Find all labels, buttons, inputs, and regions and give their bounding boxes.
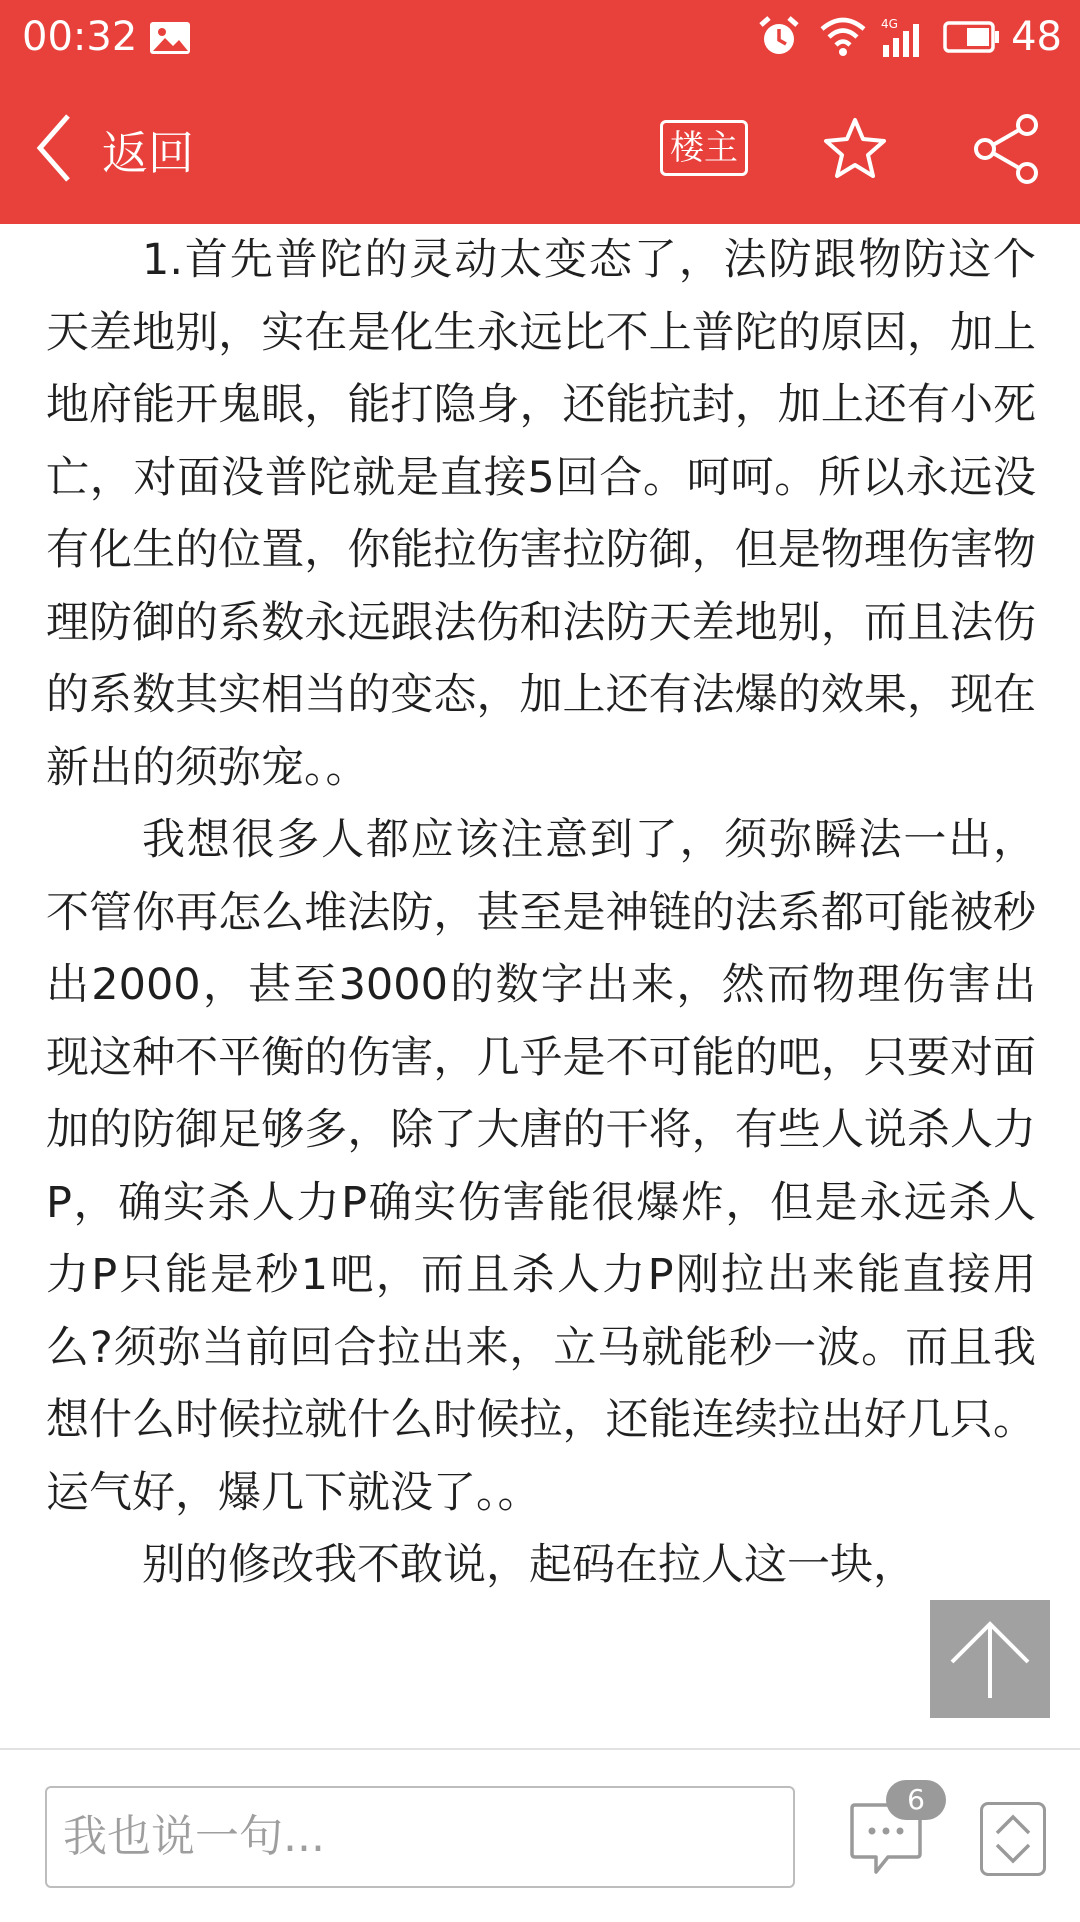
battery-percentage: 48: [1011, 14, 1062, 60]
back-label: 返回: [102, 126, 194, 180]
post-paragraph: 别的修改我不敢说，起码在拉人这一块，: [142, 1540, 916, 1590]
post-paragraph: 我想很多人都应该注意到了，须弥瞬法一出，不管你再怎么堆法防，甚至是神链的法系都可能被秒出2000，甚至3000的数字出来，然而物理伤害出现这种不平衡的伤害，几乎是不可能的吧，只要对面加的防御足够多，除了大唐的干将，有些人说杀人力P，确实杀人力P确实伤害能很爆炸，但是永远杀人力P只能是秒1吧，而且杀人力P刚拉出来能直接用么?须弥当前回合拉出来，立马就能秒一波。而且我想什么时候拉就什么时候拉，还能连续拉出好几只。运气好，爆几下就没了。。: [46, 815, 1036, 1518]
comment-bar: [0, 1748, 1080, 1922]
star-icon[interactable]: [822, 116, 888, 182]
comment-input[interactable]: 我也说一句...: [45, 1786, 795, 1888]
signal-icon: [881, 15, 927, 59]
post-content: [46, 224, 1036, 1744]
share-icon[interactable]: [972, 114, 1040, 184]
status-time: 00:32: [22, 14, 138, 60]
battery-icon: [943, 21, 1001, 53]
nav-bar: [0, 76, 1080, 224]
network-type-label: 4G: [881, 17, 899, 31]
app-header: [0, 0, 1080, 224]
status-bar: [0, 0, 1080, 76]
alarm-icon: [757, 15, 801, 59]
scroll-to-top-button[interactable]: [930, 1600, 1050, 1718]
back-arrow-icon: [34, 113, 74, 187]
post-paragraph: 1.首先普陀的灵动太变态了，法防跟物防这个天差地别，实在是化生永远比不上普陀的原因，加上地府能开鬼眼，能打隐身，还能抗封，加上还有小死亡，对面没普陀就是直接5回合。呵呵。所以永远没有化生的位置，你能拉伤害拉防御，但是物理伤害物理防御的系数永远跟法伤和法防天差地别，而且法伤的系数其实相当的变态，加上还有法爆的效果，现在新出的须弥宠。。: [46, 235, 1036, 793]
arrow-up-icon: [930, 1600, 1050, 1718]
wifi-icon: [819, 17, 867, 57]
comment-count-badge: 6: [886, 1780, 946, 1820]
up-down-arrows-icon: [983, 1805, 1043, 1873]
only-owner-button[interactable]: 楼主: [660, 120, 748, 176]
image-icon: [148, 20, 192, 56]
back-button[interactable]: [34, 110, 194, 190]
status-icons: [757, 12, 1062, 62]
page-navigation-button[interactable]: [980, 1802, 1046, 1876]
